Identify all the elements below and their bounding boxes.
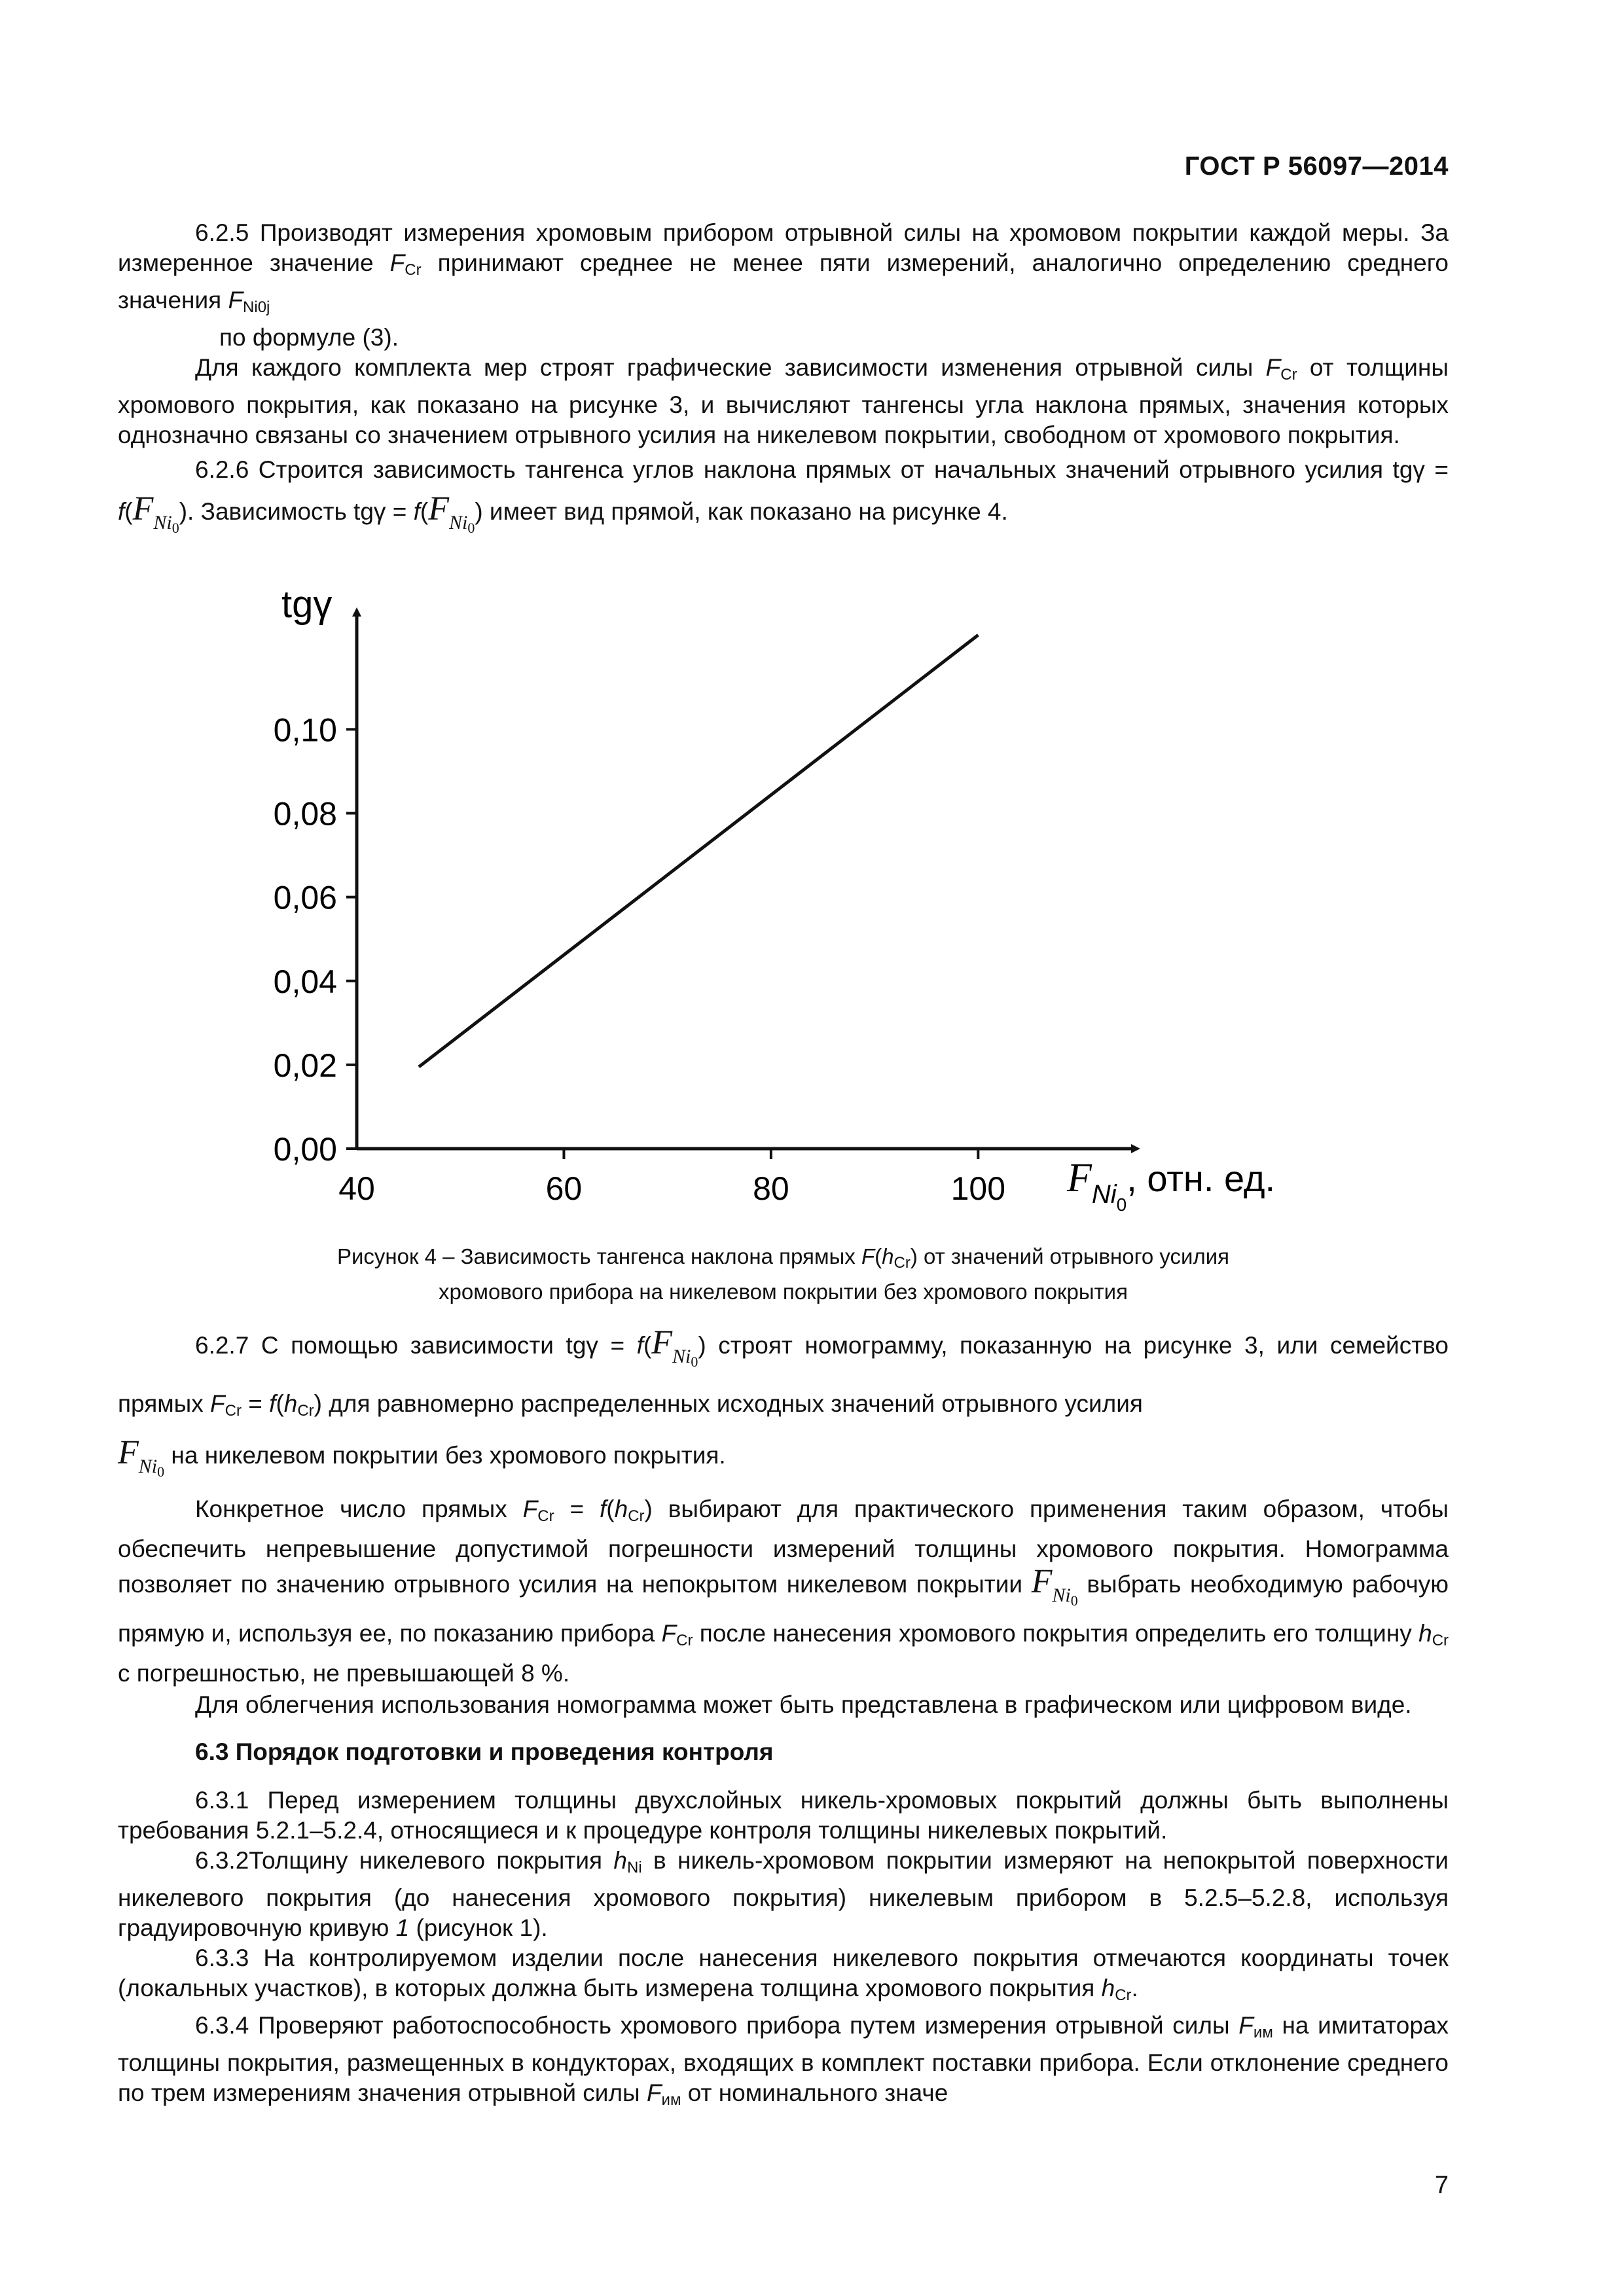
paragraph-6-2-6: 6.2.6 Строится зависимость тангенса углов наклона прямых от начальных значений отрывного усилия $tg\gamma = f(F_{Ni_0})$. Зависимость $tg\gamma = f(F_{Ni_0})$ имеет вид прямой, как показано на рисунке 4.	[118, 456, 1449, 536]
paragraph-6-2-7: 6.2.7 С помощью зависимости $tg\gamma = f(F_{Ni_0})$ строят номограмму, показанную на рисунке 3, или семейство прямых $F_{Cr} = f(h_{Cr})$ для равномерно распределенных исходных значений отрывного усилия $F_{Ni_0}$ на никелевом покрытии без хромового покрытия.	[118, 1324, 1449, 1480]
paragraph-6-2-5-formula: по формуле (3).	[219, 324, 399, 351]
paragraph-6-2-5: 6.2.5 Производят измерения хромовым прибором отрывной силы на хромовом покрытии каждой меры. За измеренное значение $F_{Cr}$ принимают среднее не менее пяти измерений, аналогично определению среднего значения $F_{Ni0j}$	[118, 219, 1449, 316]
y-tick-label: 0,00	[273, 1131, 337, 1168]
text-block-top	[118, 218, 1449, 548]
y-tick-label: 0,10	[273, 711, 337, 749]
text-block-bottom	[118, 1322, 1449, 2115]
x-tick-label: 60	[545, 1170, 583, 1207]
paragraph-6-3-1: 6.3.1 Перед измерением толщины двухслойных никель-хромовых покрытий должны быть выполнены требования 5.2.1–5.2.4, относящиеся и к процедуре контроля толщины никелевых покрытий.	[118, 1787, 1449, 1844]
paragraph-6-3-2: 6.3.2Толщину никелевого покрытия $h_{Ni}$ в никель-хромовом покрытии измеряют на непокрытой поверхности никелевого покрытия (до нанесения хромового покрытия) никелевым прибором в 5.2.5–5.2.8, используя градуировочную кривую 1 (рисунок 1).	[118, 1847, 1449, 1941]
section-heading-6-3: 6.3 Порядок подготовки и проведения контроля	[195, 1738, 774, 1765]
figure-4-caption	[118, 1242, 1449, 1306]
y-tick-label: 0,06	[273, 879, 337, 916]
x-tick-label: 80	[753, 1170, 789, 1207]
y-axis-label: tgγ	[281, 583, 333, 626]
series-line-tg-gamma	[419, 635, 978, 1067]
x-tick-label: 100	[950, 1170, 1006, 1207]
document-id: ГОСТ Р 56097—2014	[1184, 152, 1449, 181]
paragraph-6-3-4: 6.3.4 Проверяют работоспособность хромового прибора путем измерения отрывной силы $F_{им}$ на имитаторах толщины покрытия, размещенных в кондукторах, входящих в комплект поставки прибора. Если отклонение среднего по трем измерениям значения отрывной силы $F_{им}$ от номинального значе	[118, 2012, 1449, 2109]
caption-line-1: Рисунок 4 – Зависимость тангенса наклона прямых $F(h_{Cr})$ от значений отрывного усилия	[336, 1244, 1230, 1272]
paragraph-6-2-7-b: Конкретное число прямых $F_{Cr} = f(h_{Cr})$ выбирают для практического применения таким образом, чтобы обеспечить непревышение допустимой погрешности измерений толщины хромового покрытия. Номограмма позволяет по значению отрывного усилия на непокрытом никелевом покрытии $F_{Ni_0}$ выбрать необходимую рабочую прямую и, используя ее, по показанию прибора $F_{Cr}$ после нанесения хромового покрытия определить его толщину $h_{Cr}$ с погрешностью, не превышающей 8 %.	[118, 1496, 1449, 1687]
page-number: 7	[1434, 2172, 1449, 2199]
x-axis-label: $F_{Ni0}$, отн. ед.	[1067, 1156, 1276, 1215]
figure-4-chart	[0, 537, 1624, 1257]
paragraph-6-2-7-c: Для облегчения использования номограмма может быть представлена в графическом или цифровом виде.	[195, 1691, 1412, 1718]
y-tick-label: 0,08	[273, 795, 337, 833]
paragraph-6-2-5-b: Для каждого комплекта мер строят графические зависимости изменения отрывной силы $F_{Cr}$ от толщины хромового покрытия, как показано на рисунке 3, и вычисляют тангенсы угла наклона прямых, значения которых однозначно связаны со значением отрывного усилия на никелевом покрытии, свободном от хромового покрытия.	[118, 354, 1449, 448]
y-tick-label: 0,04	[273, 963, 337, 1000]
paragraph-6-3-3: 6.3.3 На контролируемом изделии после нанесения никелевого покрытия отмечаются координаты точек (локальных участков), в которых должна быть измерена толщина хромового покрытия $h_{Cr}$.	[118, 1945, 1449, 2004]
caption-line-2: хромового прибора на никелевом покрытии без хромового покрытия	[439, 1280, 1128, 1304]
y-tick-label: 0,02	[273, 1047, 337, 1084]
x-tick-label: 40	[338, 1170, 375, 1207]
